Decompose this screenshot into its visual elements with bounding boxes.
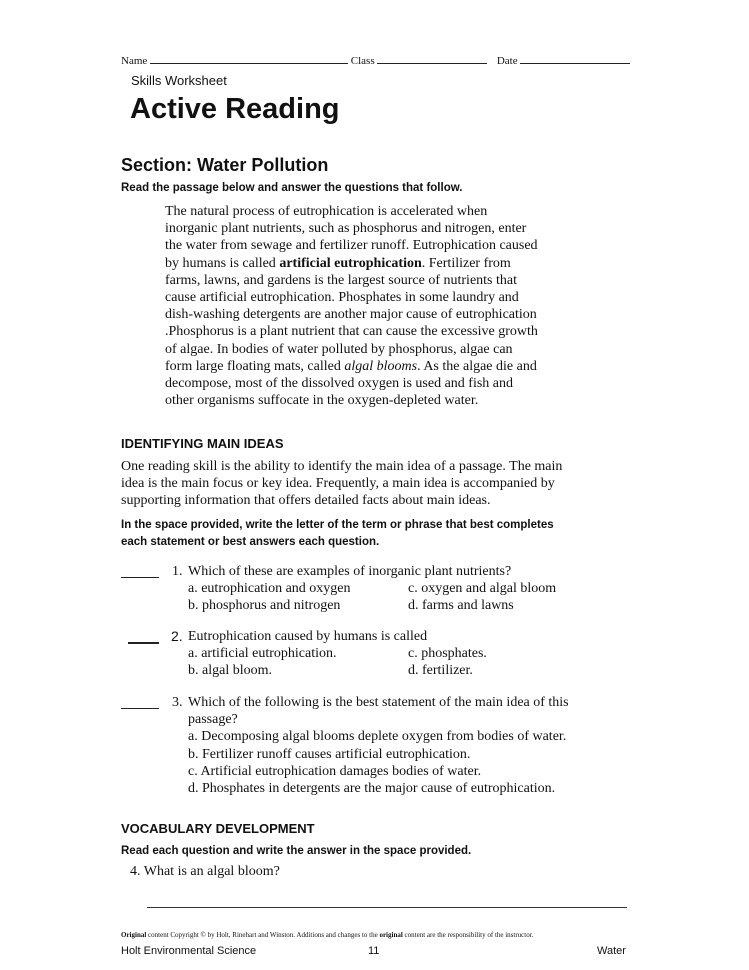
class-label: Class bbox=[350, 55, 375, 67]
passage-line: other organisms suffocate in the oxygen-depleted water. bbox=[165, 393, 479, 409]
questions-instruction: In the space provided, write the letter of the term or phrase that best completes each statement or best answers each question. bbox=[121, 519, 554, 548]
choice-c: c. oxygen and algal bloom bbox=[408, 581, 557, 597]
question-2: 2. Eutrophication caused by humans is called a. artificial eutrophication. c. phosphates. b. algal bloom. d. fertilizer. bbox=[121, 628, 621, 680]
choice-b: b. Fertilizer runoff causes artificial eutrophication. bbox=[188, 746, 471, 762]
passage-line: farms, lawns, and gardens is the largest source of nutrients that bbox=[165, 272, 517, 288]
section-heading: Section: Water Pollution bbox=[121, 155, 329, 175]
page-title: Active Reading bbox=[130, 93, 340, 125]
passage-line: by humans is called artificial eutrophication. Fertilizer from bbox=[165, 255, 511, 271]
footer-book-title: Holt Environmental Science bbox=[121, 945, 257, 957]
choice-a: a. eutrophication and oxygen bbox=[188, 581, 351, 597]
vocabulary-heading: VOCABULARY DEVELOPMENT bbox=[121, 821, 315, 836]
passage-line: decompose, most of the dissolved oxygen is used and fish and bbox=[165, 376, 514, 392]
choice-b: b. algal bloom. bbox=[188, 663, 272, 679]
main-ideas-heading: IDENTIFYING MAIN IDEAS bbox=[121, 436, 284, 451]
reading-passage bbox=[165, 203, 585, 409]
choice-d: d. fertilizer. bbox=[408, 663, 473, 679]
choice-a: a. artificial eutrophication. bbox=[188, 646, 337, 662]
passage-line: form large floating mats, called algal blooms. As the algae die and bbox=[165, 358, 537, 374]
choice-d: d. farms and lawns bbox=[408, 598, 514, 614]
question-1: 1. Which of these are examples of inorganic plant nutrients? a. eutrophication and oxygen c. oxygen and algal bloom b. phosphorus and nitrogen d. farms and lawns bbox=[121, 563, 621, 615]
name-label: Name bbox=[121, 55, 148, 67]
name-field[interactable] bbox=[150, 52, 348, 64]
passage-line: cause artificial eutrophication. Phosphates in some laundry and bbox=[165, 290, 519, 306]
choice-d: d. Phosphates in detergents are the major cause of eutrophication. bbox=[188, 780, 556, 796]
class-field[interactable] bbox=[377, 52, 487, 64]
choice-c: c. Artificial eutrophication damages bodies of water. bbox=[188, 763, 482, 779]
copyright-notice: Original content Copyright © by Holt, Rinehart and Winston. Additions and changes to the original content are the responsibility of the instructor. bbox=[121, 931, 534, 939]
date-field[interactable] bbox=[520, 52, 630, 64]
question-4: 4. What is an algal bloom? bbox=[130, 864, 280, 879]
choice-b: b. phosphorus and nitrogen bbox=[188, 598, 341, 614]
question-3: 3. Which of the following is the best statement of the main idea of this passage? a. Decomposing algal blooms deplete oxygen from bodies of water. b. Fertilizer runoff causes artificial eutrophication. c. Artificial eutrophication damages bodies of water. d. Phosphates in detergents are the major cause of eutrophication. bbox=[121, 694, 621, 797]
vocabulary-instruction: Read each question and write the answer in the space provided. bbox=[121, 845, 472, 857]
name-class-date-header bbox=[121, 52, 630, 67]
date-label: Date bbox=[496, 55, 518, 67]
term-artificial-eutrophication: artificial eutrophication bbox=[279, 255, 422, 271]
page-number: 11 bbox=[368, 945, 380, 957]
choice-a: a. Decomposing algal blooms deplete oxygen from bodies of water. bbox=[188, 729, 567, 745]
passage-line: inorganic plant nutrients, such as phosphorus and nitrogen, enter bbox=[165, 221, 527, 237]
passage-instruction: Read the passage below and answer the questions that follow. bbox=[121, 182, 463, 194]
footer-chapter: Water bbox=[597, 945, 626, 957]
term-algal-blooms: algal blooms bbox=[344, 358, 418, 374]
choice-c: c. phosphates. bbox=[408, 646, 487, 662]
worksheet-type: Skills Worksheet bbox=[131, 73, 227, 88]
passage-line: of algae. In bodies of water polluted by phosphorus, algae can bbox=[165, 341, 513, 357]
passage-line: dish-washing detergents are another major cause of eutrophication bbox=[165, 307, 537, 323]
passage-line: .Phosphorus is a plant nutrient that can cause the excessive growth bbox=[165, 324, 538, 340]
passage-line: the water from sewage and fertilizer runoff. Eutrophication caused bbox=[165, 238, 538, 254]
passage-line: The natural process of eutrophication is accelerated when bbox=[165, 204, 488, 219]
main-ideas-paragraph: One reading skill is the ability to identify the main idea of a passage. The main idea is the main focus or key idea. Frequently, a main idea is accompanied by supporting information that offers detailed facts about main ideas. bbox=[121, 459, 563, 509]
answer-line-4[interactable] bbox=[147, 907, 627, 908]
